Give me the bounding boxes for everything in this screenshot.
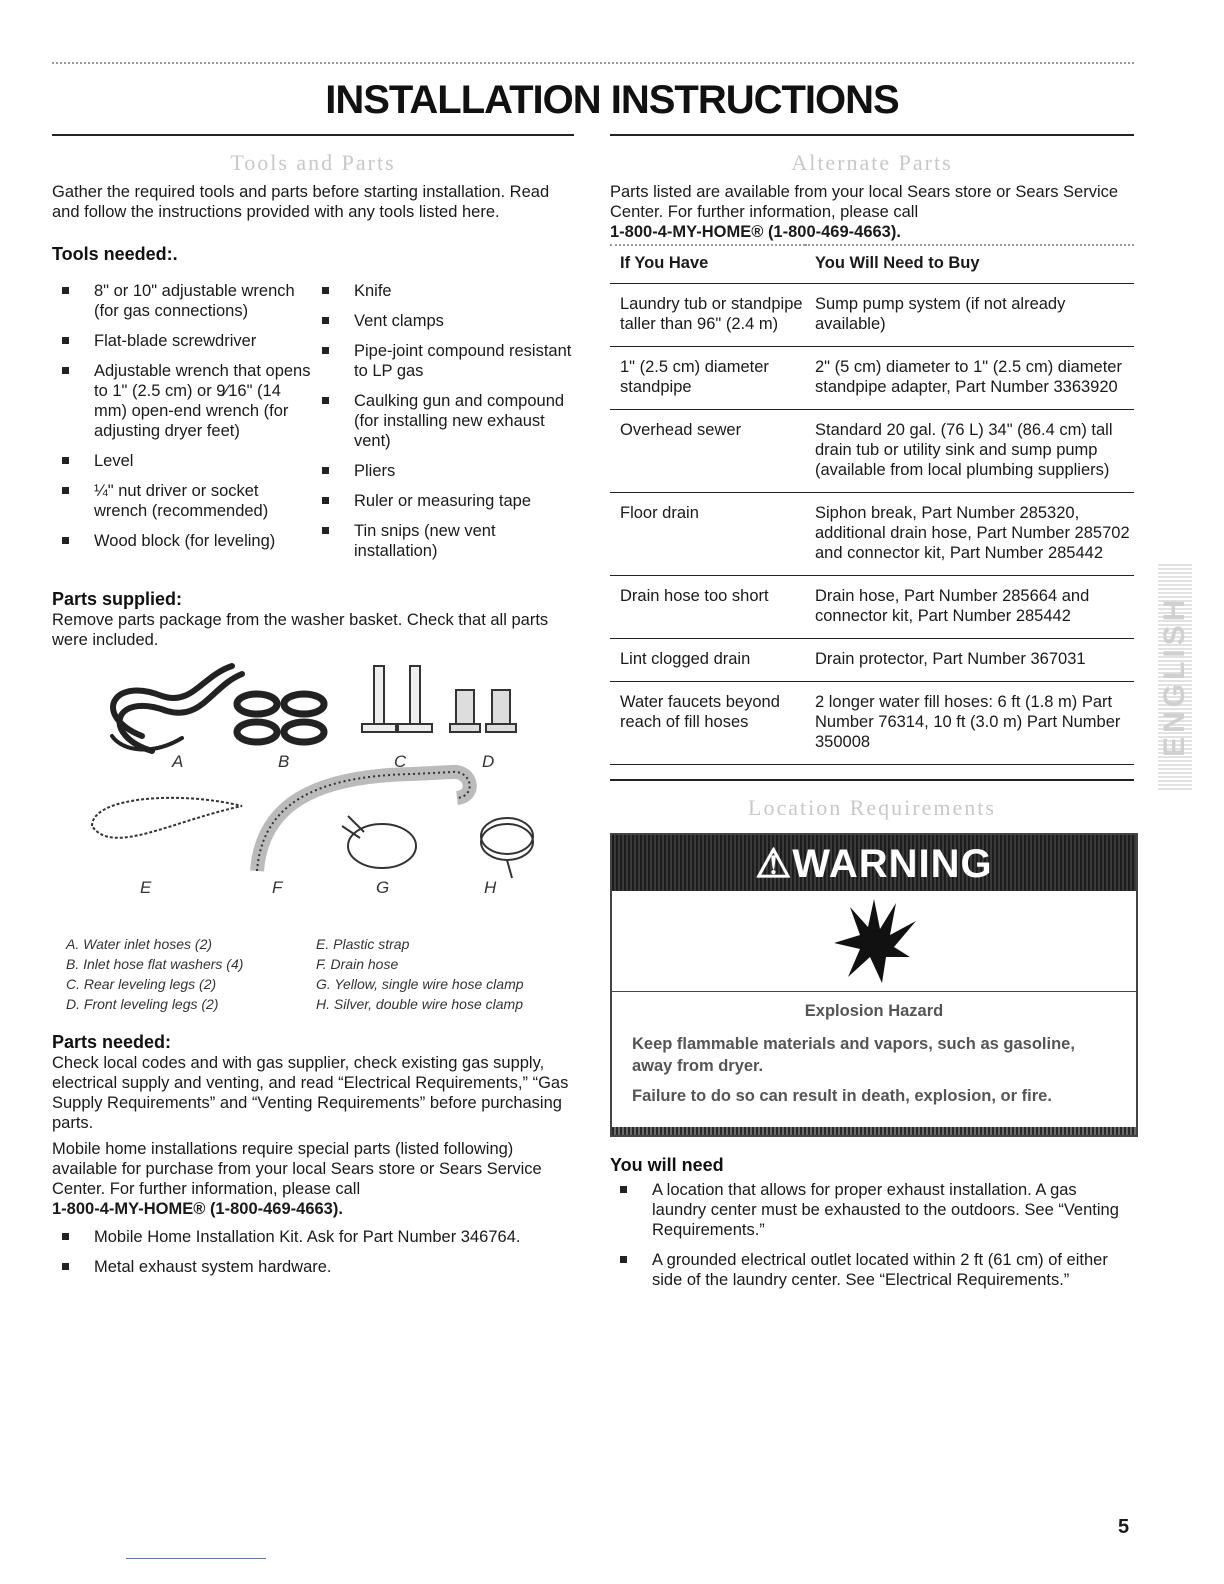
legend-col-b [316, 934, 566, 1014]
warning-consequence: Failure to do so can result in death, explosion, or fire. [632, 1087, 1052, 1105]
legend-col-a [66, 934, 316, 1014]
warning-icon-area [612, 891, 1136, 992]
table-cell: Siphon break, Part Number 285320, additional drain hose, Part Number 285702 and connector kit, Part Number 285442 [805, 493, 1134, 576]
parts-needed-list [52, 1227, 574, 1277]
list-item: A grounded electrical outlet located within 2 ft (61 cm) of either side of the laundry center. See “Electrical Requirements.” [610, 1250, 1134, 1290]
tools-intro: Gather the required tools and parts before starting installation. Read and follow the instructions provided with any tools listed here. [52, 183, 550, 221]
parts-supplied-heading: Parts supplied: [52, 589, 183, 609]
language-tab-label: ENGLISH [1158, 595, 1191, 757]
warning-body [612, 992, 1136, 1127]
list-item: Flat-blade screwdriver [52, 331, 312, 351]
figure-label-h: H [484, 878, 497, 897]
section-rule [610, 134, 1134, 136]
you-will-need-heading: You will need [610, 1155, 724, 1175]
double-wire-clamp-drawing [481, 818, 533, 878]
mobile-home-text: Mobile home installations require special parts (listed following) available for purchase from your local Sears store or Sears Service Center. For further information, please call [52, 1140, 542, 1198]
plastic-strap-drawing [92, 798, 242, 838]
list-item: Pipe-joint compound resistant to LP gas [312, 341, 574, 381]
legend-item: B. Inlet hose flat washers (4) [66, 956, 244, 972]
table-cell: Floor drain [610, 493, 805, 576]
page-number: 5 [1118, 1516, 1130, 1538]
figure-label-f: F [272, 878, 283, 897]
tools-needed-heading: Tools needed:. [52, 244, 178, 264]
parts-supplied-text: Remove parts package from the washer basket. Check that all parts were included. [52, 611, 549, 649]
table-row [610, 410, 1134, 493]
alternate-parts-table [610, 244, 1134, 765]
legend-item: A. Water inlet hoses (2) [66, 936, 213, 952]
table-row [610, 576, 1134, 639]
warning-instruction: Keep flammable materials and vapors, such as gasoline, away from dryer. [632, 1035, 1075, 1075]
figure-label-c: C [394, 752, 407, 771]
figure-label-d: D [482, 752, 495, 771]
table-cell: Laundry tub or standpipe taller than 96" (2.4 m) [610, 284, 805, 347]
list-item: Pliers [312, 461, 574, 481]
legend-item: C. Rear leveling legs (2) [66, 976, 217, 992]
table-cell: Drain hose too short [610, 576, 805, 639]
list-item: ¼" nut driver or socket wrench (recommended) [52, 481, 312, 521]
table-row [610, 682, 1134, 765]
hazard-title: Explosion Hazard [804, 1002, 944, 1020]
table-cell: Overhead sewer [610, 410, 805, 493]
table-row [610, 639, 1134, 682]
list-item: Metal exhaust system hardware. [52, 1257, 574, 1277]
page-title: INSTALLATION INSTRUCTIONS [325, 78, 899, 122]
table-row [610, 284, 1134, 347]
section-title-location: Location Requirements [748, 795, 996, 820]
section-title-alternate-parts: Alternate Parts [791, 150, 953, 175]
legend-item: F. Drain hose [316, 956, 399, 972]
table-cell: Water faucets beyond reach of fill hoses [610, 682, 805, 765]
phone-number: 1-800-4-MY-HOME® (1-800-469-4663). [52, 1200, 343, 1218]
figure-label-a: A [172, 752, 184, 771]
figure-label-e: E [140, 878, 152, 897]
tools-list [52, 281, 574, 571]
legend-item: G. Yellow, single wire hose clamp [316, 976, 524, 992]
list-item: A location that allows for proper exhaust installation. A gas laundry center must be exhausted to the outdoors. See “Venting Requirements.” [610, 1180, 1134, 1240]
you-will-need-list [610, 1180, 1134, 1290]
parts-needed-text: Check local codes and with gas supplier, check existing gas supply, electrical supply and venting, and read “Electrical Requirements,” “Gas Supply Requirements” and “Venting Requirements” before purchasing parts. [52, 1054, 569, 1132]
phone-number: 1-800-4-MY-HOME® (1-800-469-4663). [610, 223, 901, 241]
parts-illustration [52, 656, 574, 926]
section-title-tools-parts: Tools and Parts [230, 150, 396, 175]
list-item: 8" or 10" adjustable wrench (for gas connections) [52, 281, 312, 321]
footer-line [126, 1558, 266, 1559]
drain-hose-drawing [257, 772, 470, 871]
table-cell: 2" (5 cm) diameter to 1" (2.5 cm) diameter standpipe adapter, Part Number 3363920 [805, 347, 1134, 410]
figure-label-g: G [376, 878, 390, 897]
legend-item: D. Front leveling legs (2) [66, 996, 219, 1012]
table-cell: Standard 20 gal. (76 L) 34" (86.4 cm) tall drain tub or utility sink and sump pump (available from local plumbing suppliers) [805, 410, 1134, 493]
column-header: If You Have [610, 245, 805, 284]
single-wire-clamp-drawing [342, 816, 416, 868]
water-inlet-hoses-drawing [112, 666, 242, 751]
table-cell: Sump pump system (if not already available) [805, 284, 1134, 347]
parts-needed-heading: Parts needed: [52, 1032, 172, 1052]
list-item: Adjustable wrench that opens to 1" (2.5 cm) or 9⁄16" (14 mm) open-end wrench (for adjusting dryer feet) [52, 361, 312, 441]
table-cell: 1" (2.5 cm) diameter standpipe [610, 347, 805, 410]
table-row [610, 347, 1134, 410]
figure-label-b: B [278, 752, 290, 771]
table-cell: 2 longer water fill hoses: 6 ft (1.8 m) Part Number 76314, 10 ft (3.0 m) Part Number 350008 [805, 682, 1134, 765]
warning-box [610, 833, 1138, 1137]
rear-leveling-legs-drawing [362, 666, 432, 732]
explosion-icon [824, 891, 924, 991]
front-leveling-legs-drawing [450, 690, 516, 732]
list-item: Vent clamps [312, 311, 574, 331]
figure-legend [52, 934, 574, 1014]
table-header-row [610, 245, 1134, 284]
list-item: Caulking gun and compound (for installing new exhaust vent) [312, 391, 574, 451]
tools-list-col-b [312, 281, 574, 571]
section-rule [52, 134, 574, 136]
warning-bottom-band [612, 1127, 1136, 1135]
alternate-intro: Parts listed are available from your local Sears store or Sears Service Center. For further information, please call [610, 183, 1119, 221]
table-cell: Drain hose, Part Number 285664 and connector kit, Part Number 285442 [805, 576, 1134, 639]
list-item: Wood block (for leveling) [52, 531, 312, 551]
warning-label: ⚠WARNING [755, 842, 993, 886]
legend-item: E. Plastic strap [316, 936, 410, 952]
left-column [52, 134, 574, 1287]
list-item: Ruler or measuring tape [312, 491, 574, 511]
list-item: Knife [312, 281, 574, 301]
column-header: You Will Need to Buy [805, 245, 1134, 284]
table-cell: Lint clogged drain [610, 639, 805, 682]
tools-list-col-a [52, 281, 312, 571]
top-dotted-rule [52, 62, 1134, 64]
right-column [610, 134, 1134, 1300]
list-item: Mobile Home Installation Kit. Ask for Part Number 346764. [52, 1227, 574, 1247]
flat-washers-drawing [237, 694, 324, 742]
warning-banner [612, 835, 1136, 891]
section-rule [610, 779, 1134, 781]
legend-item: H. Silver, double wire hose clamp [316, 996, 523, 1012]
table-row [610, 493, 1134, 576]
list-item: Level [52, 451, 312, 471]
list-item: Tin snips (new vent installation) [312, 521, 574, 561]
table-cell: Drain protector, Part Number 367031 [805, 639, 1134, 682]
